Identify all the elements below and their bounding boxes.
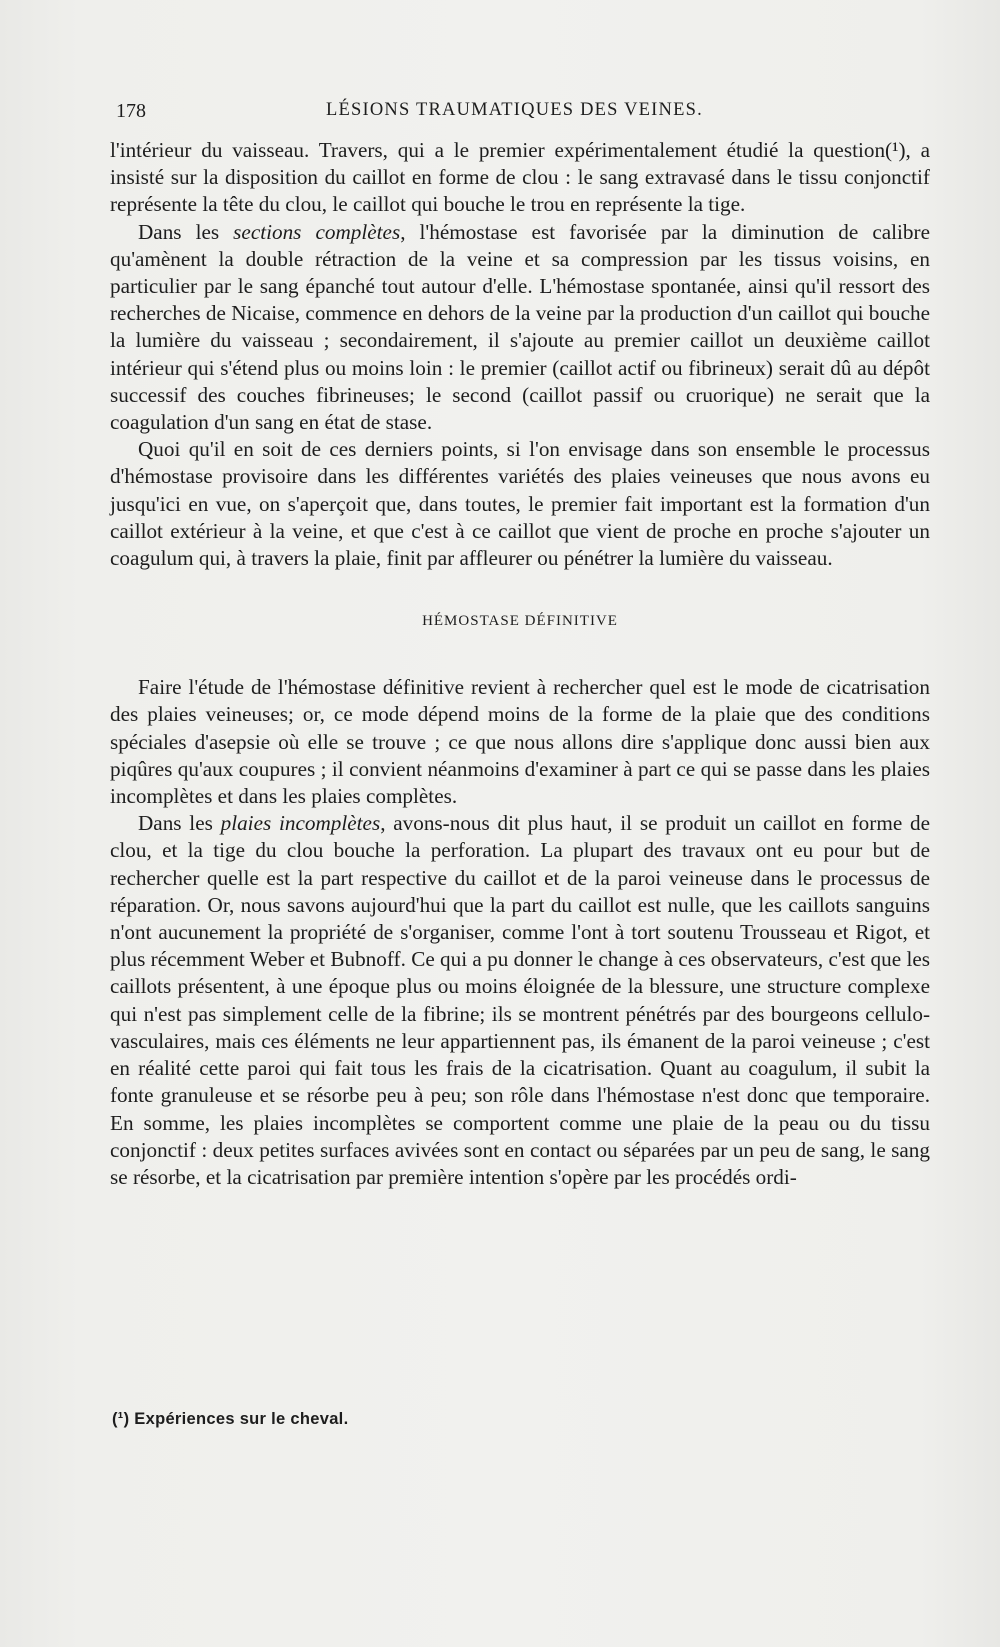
footnote bbox=[112, 1410, 348, 1429]
paragraph-sections-completes bbox=[110, 219, 930, 437]
footnote-marker: (¹) bbox=[112, 1410, 130, 1428]
section-heading: HÉMOSTASE DÉFINITIVE bbox=[422, 613, 618, 630]
paragraph-plaies-incompletes bbox=[110, 810, 930, 1191]
running-title: LÉSIONS TRAUMATIQUES DES VEINES. bbox=[326, 100, 703, 120]
text-run: Dans les bbox=[138, 219, 234, 244]
text-run: Dans les bbox=[138, 811, 221, 836]
italic-term: plaies incomplètes bbox=[220, 811, 381, 836]
paragraph-hemostase-provisoire: Quoi qu'il en soit de ces derniers points, si l'on envisage dans son ensemble le processus d'hémostase provisoire dans les différentes variétés des plaies veineuses que nous avons eu jusqu'ici en vue, on s'aperçoit que, dans toutes, le premier fait important est la formation d'un caillot extérieur à la veine, et que c'est à ce caillot que vient de proche en proche s'ajouter un coagulum qui, à travers la plaie, finit par affleurer ou pénétrer la lumière du vaisseau. bbox=[110, 437, 930, 571]
footnote-text: Expériences sur le cheval. bbox=[134, 1410, 349, 1428]
text-run: , avons-nous dit plus haut, il se produit un caillot en forme de clou, et la tige du clou bouche la perforation. La plupart des travaux ont eu pour but de rechercher quelle est la part respective du caillot et de la paroi veineuse dans le processus de réparation. Or, nous savons aujourd'hui que la part du caillot est nulle, que les caillots sanguins n'ont aucunement la propriété de s'organiser, comme l'ont à tort soutenu Trousseau et Rigot, et plus récemment Weber et Bubnoff. Ce qui a pu donner le change à ces observateurs, c'est que les caillots présentent, à une époque plus ou moins éloignée de la blessure, une structure complexe qui n'est pas simplement celle de la fibrine; ils se montrent pénétrés par des bourgeons cellulo-vasculaires, mais ces éléments ne leur appartiennent pas, ils émanent de la paroi veineuse ; c'est en réalité cette paroi qui fait tous les frais de la cicatrisation. Quant au coagulum, il subit la fonte granuleuse et se résorbe peu à peu; son rôle dans l'hémostase n'est donc que temporaire. En somme, les plaies incomplètes se comportent comme une plaie de la peau ou du tissu conjonctif : deux petites surfaces avivées sont en contact ou séparées par un peu de sang, le sang se résorbe, et la cicatrisation par première intention s'opère par les procédés ordi- bbox=[110, 811, 930, 1189]
paragraph-hemostase-definitive: Faire l'étude de l'hémostase définitive revient à rechercher quel est le mode de cicatrisation des plaies veineuses; or, ce mode dépend moins de la forme de la plaie que des conditions spéciales d'asepsie où elle se trouve ; ce que nous allons dire s'applique donc aussi bien aux piqûres qu'aux coupures ; il convient néanmoins d'examiner à part ce qui se passe dans les plaies incomplètes et dans les plaies complètes. bbox=[110, 675, 930, 809]
paragraph-continued: l'intérieur du vaisseau. Travers, qui a le premier expérimentalement étudié la question(¹), a insisté sur la disposition du caillot en forme de clou : le sang extravasé dans le tissu conjonctif représente la tête du clou, le caillot qui bouche le trou en représente la tige. bbox=[110, 138, 930, 217]
text-run: , l'hémostase est favorisée par la diminution de calibre qu'amènent la double rétraction de la veine et sa compression par les tissus voisins, en particulier par le sang épanché tout autour d'elle. L'hémostase spontanée, ainsi qu'il ressort des recherches de Nicaise, commence en dehors de la veine par la production d'un caillot qui bouche la lumière du vaisseau ; secondairement, il s'ajoute au premier caillot un deuxième caillot intérieur qui s'étend plus ou moins loin : le premier (caillot actif ou fibrineux) serait dû au dépôt successif des couches fibrineuses; le second (caillot passif ou cruorique) ne serait que la coagulation d'un sang en état de stase. bbox=[110, 219, 930, 435]
running-head bbox=[116, 100, 916, 130]
page-number: 178 bbox=[116, 100, 146, 122]
italic-term: sections complètes bbox=[233, 219, 401, 244]
body-text bbox=[110, 137, 930, 1191]
